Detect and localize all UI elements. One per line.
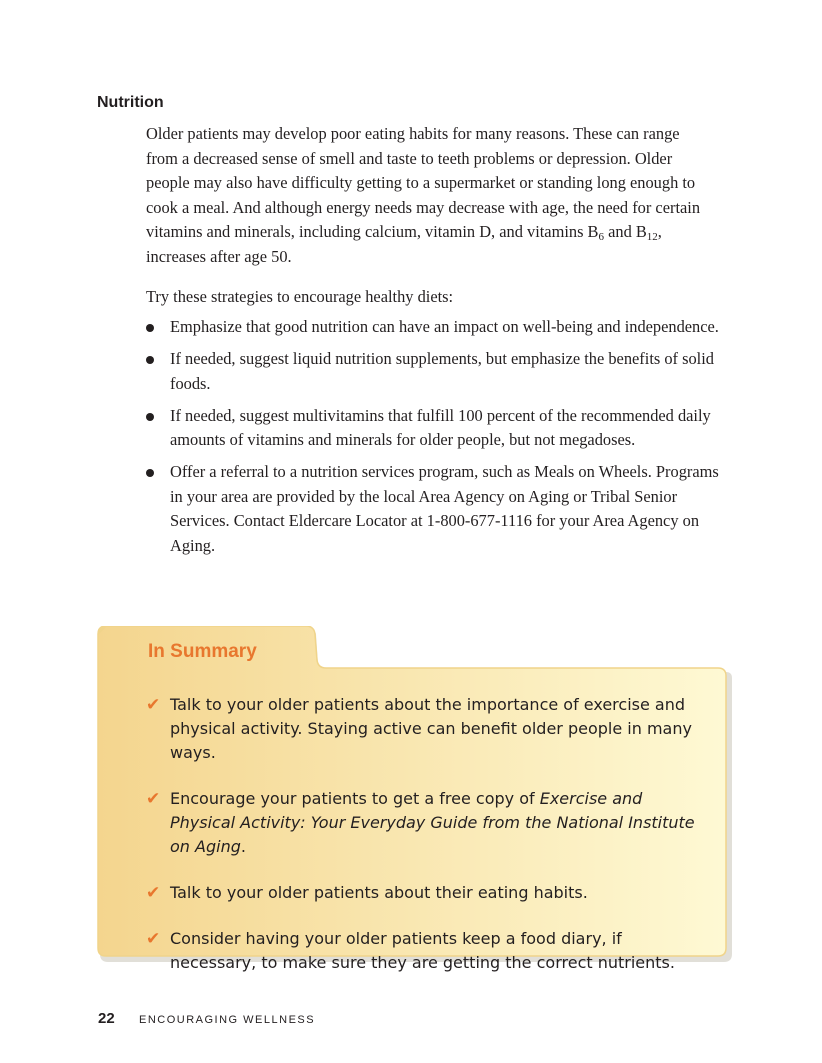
checklist-item <box>146 881 706 905</box>
section-heading: Nutrition <box>97 94 164 111</box>
checkmark-icon: ✔ <box>146 789 161 809</box>
list-item <box>146 315 726 340</box>
bullet-icon <box>146 324 154 332</box>
list-item-text: Offer a referral to a nutrition services program, such as Meals on Wheels. Programs in your area are provided by the local Area Agency on Aging or Tribal Senior Services. Contact Eldercare Locator at 1-800-677-1116 for your Area Agency on Aging. <box>170 462 719 555</box>
checklist-item-text: Encourage your patients to get a free copy of <box>170 789 540 808</box>
checkmark-icon: ✔ <box>146 929 161 949</box>
list-item-text: If needed, suggest multivitamins that fulfill 100 percent of the recommended daily amounts of vitamins and minerals for older people, but not megadoses. <box>170 405 711 449</box>
nutrition-paragraph <box>146 122 706 269</box>
bullet-icon <box>146 413 154 421</box>
checklist-item <box>146 693 706 765</box>
list-item <box>146 404 726 453</box>
page-number: 22 <box>98 1010 115 1027</box>
checklist-item-text: Talk to your older patients about their eating habits. <box>170 883 588 902</box>
list-item-text: If needed, suggest liquid nutrition supplements, but emphasize the benefits of solid foods. <box>170 349 714 393</box>
running-footer: ENCOURAGING WELLNESS <box>139 1014 316 1026</box>
paragraph-text: Older patients may develop poor eating habits for many reasons. These can range from a decreased sense of smell and taste to teeth problems or depression. Older people may also have difficulty getting to a supermarket or standing long enough to cook a meal. And although energy needs may decrease with age, the need for certain vitamins and minerals, including calcium, vitamin D, and vitamins B <box>146 124 701 241</box>
checklist-item-text: Talk to your older patients about the importance of exercise and physical activity. Staying active can benefit older people in many ways. <box>170 695 692 762</box>
guide-title: Exercise and Physical Activity: Your Everyday Guide from the National Institute on Aging <box>170 789 695 856</box>
paragraph-text-end: , increases after age 50. <box>146 222 662 266</box>
checkmark-icon: ✔ <box>146 883 161 903</box>
strategy-list <box>146 315 726 566</box>
list-item-text: Emphasize that good nutrition can have an impact on well-being and independence. <box>170 317 719 336</box>
summary-checklist <box>146 693 706 997</box>
checklist-item <box>146 927 706 975</box>
checklist-item-text: Consider having your older patients keep a food diary, if necessary, to make sure they are getting the correct nutrients. <box>170 929 675 972</box>
bullet-icon <box>146 469 154 477</box>
subscript-6: 6 <box>598 231 604 243</box>
strategies-intro: Try these strategies to encourage healthy diets: <box>146 287 454 306</box>
subscript-12: 12 <box>646 231 658 243</box>
paragraph-text-and: and B <box>604 222 647 241</box>
list-item <box>146 347 726 396</box>
bullet-icon <box>146 356 154 364</box>
checklist-item <box>146 787 706 859</box>
checkmark-icon: ✔ <box>146 695 161 715</box>
checklist-item-suffix: . <box>240 837 246 856</box>
summary-title: In Summary <box>148 641 257 662</box>
list-item <box>146 460 726 558</box>
